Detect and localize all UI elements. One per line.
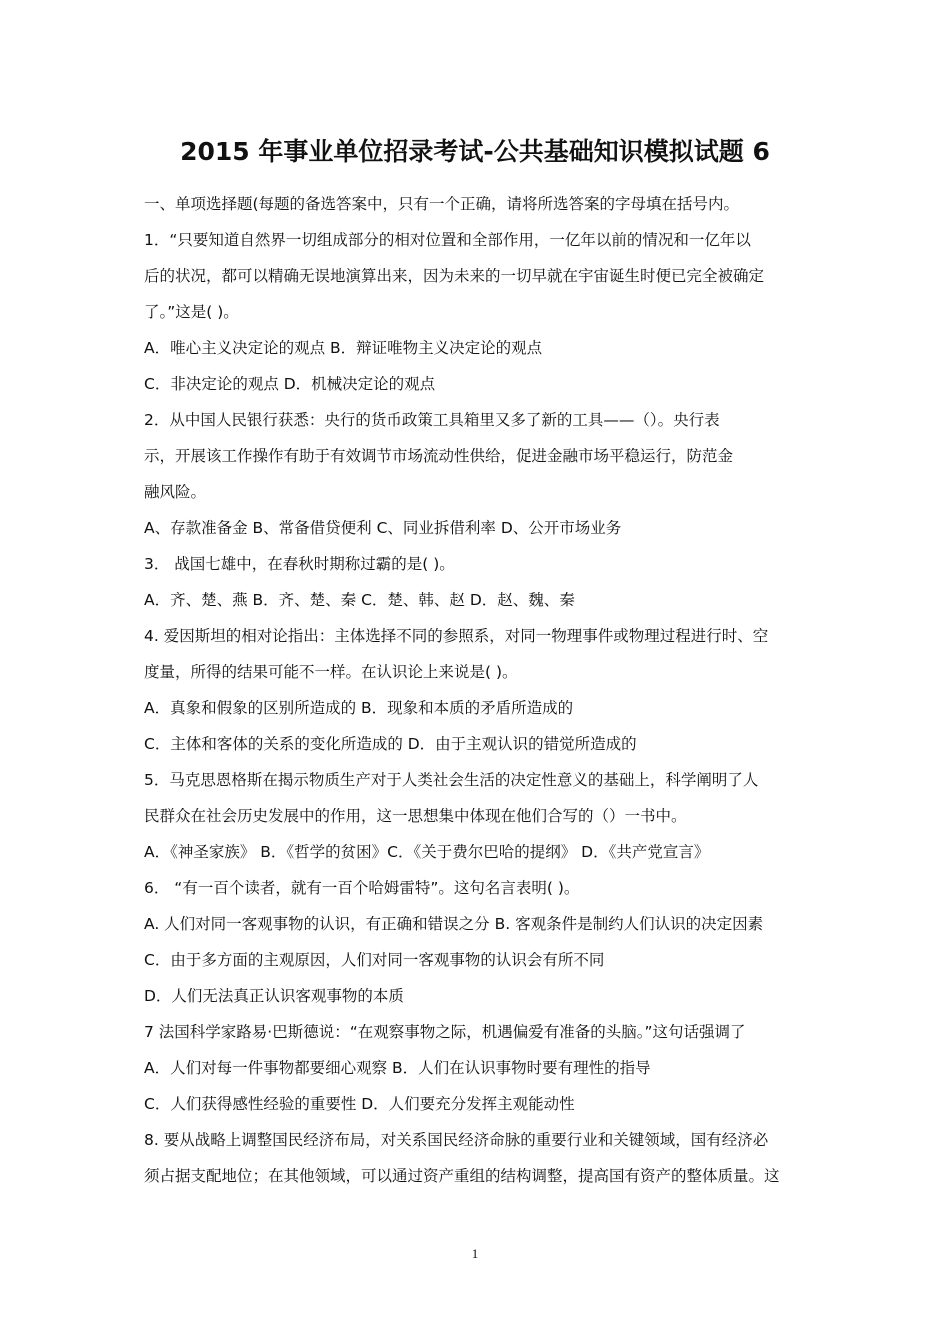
text-line: A．人们对每一件事物都要细心观察 B．人们在认识事物时要有理性的指导 [144,1059,651,1077]
text-line: A．唯心主义决定论的观点 B．辩证唯物主义决定论的观点 [144,339,543,357]
text-line: C．非决定论的观点 D．机械决定论的观点 [144,375,436,393]
text-line: 7 法国科学家路易·巴斯德说：“在观察事物之际，机遇偏爱有准备的头脑。”这句话强调了 [144,1023,746,1041]
text-line: 融风险。 [144,483,207,501]
text-line: 5．马克思恩格斯在揭示物质生产对于人类社会生活的决定性意义的基础上，科学阐明了人 [144,771,759,789]
text-line: A．真象和假象的区别所造成的 B．现象和本质的矛盾所造成的 [144,699,574,717]
text-line: 2．从中国人民银行获悉：央行的货币政策工具箱里又多了新的工具——（）。央行表 [144,411,720,429]
text-line: A．《神圣家族》 B．《哲学的贫困》C．《关于费尔巴哈的提纲》 D．《共产党宣言》 [144,843,710,861]
text-line: A、存款准备金 B、常备借贷便利 C、同业拆借利率 D、公开市场业务 [144,519,622,537]
text-line: C．主体和客体的关系的变化所造成的 D．由于主观认识的错觉所造成的 [144,735,637,753]
text-line: 须占据支配地位；在其他领域，可以通过资产重组的结构调整，提高国有资产的整体质量。这 [144,1167,780,1185]
text-line: D．人们无法真正认识客观事物的本质 [144,987,404,1005]
text-line: A．齐、楚、燕 B．齐、楚、秦 C．楚、韩、赵 D．赵、魏、秦 [144,591,575,609]
text-line: A. 人们对同一客观事物的认识，有正确和错误之分 B. 客观条件是制约人们认识的决定因素 [144,915,764,933]
text-line: 6． “有一百个读者，就有一百个哈姆雷特”。这句名言表明( )。 [144,879,580,897]
text-line: 一、单项选择题(每题的备选答案中，只有一个正确，请将所选答案的字母填在括号内。 [144,195,740,213]
page-number: 1 [471,1246,479,1261]
text-line: 8. 要从战略上调整国民经济布局，对关系国民经济命脉的重要行业和关键领域，国有经济必 [144,1131,769,1149]
document-body [144,186,812,1194]
text-line: 3． 战国七雄中，在春秋时期称过霸的是( )。 [144,555,455,573]
text-line: C．由于多方面的主观原因，人们对同一客观事物的认识会有所不同 [144,951,605,969]
text-line: 4. 爱因斯坦的相对论指出：主体选择不同的参照系，对同一物理事件或物理过程进行时、空 [144,627,769,645]
text-line: 民群众在社会历史发展中的作用，这一思想集中体现在他们合写的（）一书中。 [144,807,687,825]
text-line: 示，开展该工作操作有助于有效调节市场流动性供给，促进金融市场平稳运行，防范金 [144,447,734,465]
text-line: C．人们获得感性经验的重要性 D．人们要充分发挥主观能动性 [144,1095,575,1113]
text-line: 1．“只要知道自然界一切组成部分的相对位置和全部作用，一亿年以前的情况和一亿年以 [144,231,751,249]
text-line: 度量，所得的结果可能不一样。在认识论上来说是( )。 [144,663,518,681]
text-line: 了。”这是( )。 [144,303,239,321]
document-title: 2015 年事业单位招录考试-公共基础知识模拟试题 6 [180,137,770,166]
text-line: 后的状况，都可以精确无误地演算出来，因为未来的一切早就在宇宙诞生时便已完全被确定 [144,267,765,285]
